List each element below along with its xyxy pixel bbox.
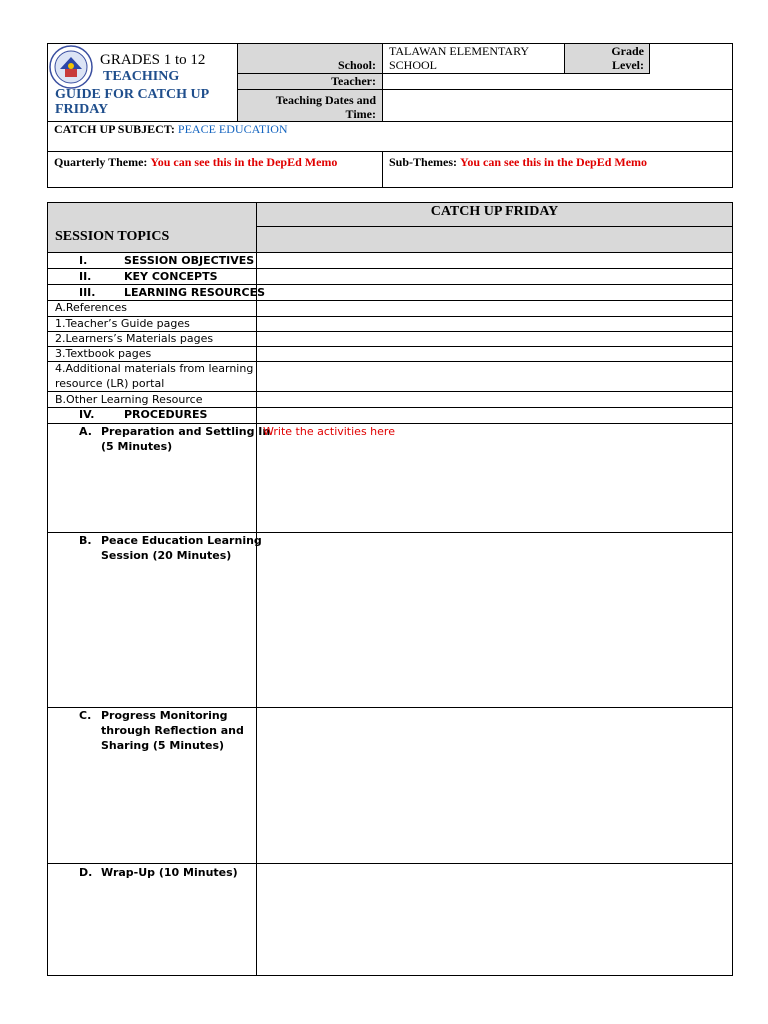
step-line: Progress Monitoring — [101, 709, 228, 722]
resource-item: resource (LR) portal — [55, 377, 165, 390]
divider — [47, 532, 733, 533]
title-line3: GUIDE FOR CATCH UP — [55, 87, 210, 102]
divider — [47, 707, 733, 708]
step-content[interactable]: Write the activities here — [263, 425, 395, 438]
procedures-num: IV. — [79, 408, 95, 421]
teacher-value[interactable] — [389, 74, 729, 89]
teacher-label: Teacher: — [331, 74, 376, 88]
grade-value[interactable] — [655, 50, 729, 68]
header-cell-right-bottom — [257, 227, 732, 252]
divider — [256, 202, 257, 976]
deped-seal-icon — [49, 45, 93, 89]
row-label: SESSION OBJECTIVES — [124, 254, 255, 267]
divider — [47, 284, 733, 285]
row-label: KEY CONCEPTS — [124, 270, 218, 283]
title-line1: GRADES 1 to 12 — [100, 52, 206, 68]
row-label: LEARNING RESOURCES — [124, 286, 266, 299]
resource-item: A.References — [55, 301, 127, 314]
divider — [382, 151, 383, 188]
subject-value[interactable]: PEACE EDUCATION — [177, 122, 288, 136]
subthemes-label: Sub-Themes: — [389, 155, 458, 169]
title-line2: TEACHING — [103, 69, 180, 84]
divider — [47, 863, 733, 864]
resource-item: 3.Textbook pages — [55, 347, 152, 360]
title-line4: FRIDAY — [55, 102, 109, 117]
theme-label: Quarterly Theme: — [54, 155, 148, 169]
resource-item: 1.Teacher’s Guide pages — [55, 317, 190, 330]
step-line: (5 Minutes) — [101, 440, 173, 453]
resource-item: B.Other Learning Resource — [55, 393, 203, 406]
subthemes-value[interactable]: You can see this in the DepEd Memo — [460, 155, 648, 169]
grade-label-line1: Grade — [611, 44, 644, 58]
row-num: II. — [79, 270, 92, 283]
step-content[interactable] — [263, 709, 728, 859]
dates-label-line2: Time: — [345, 107, 376, 121]
row-num: III. — [79, 286, 96, 299]
divider — [382, 43, 383, 121]
step-content[interactable] — [263, 866, 728, 971]
step-letter: C. — [79, 709, 92, 722]
subject-row — [54, 122, 288, 137]
catch-up-header: CATCH UP FRIDAY — [430, 204, 559, 219]
step-line: Preparation and Settling In — [101, 425, 271, 438]
school-value-line1[interactable]: TALAWAN ELEMENTARY — [389, 44, 530, 58]
dates-value[interactable] — [389, 93, 729, 119]
divider — [47, 252, 733, 253]
session-topics: SESSION TOPICS — [55, 229, 170, 244]
row-num: I. — [79, 254, 88, 267]
step-line: Peace Education Learning — [101, 534, 262, 547]
school-label: School: — [337, 58, 376, 72]
subthemes-row — [389, 155, 647, 170]
procedures-label: PROCEDURES — [124, 408, 208, 421]
step-letter: B. — [79, 534, 92, 547]
subject-label: CATCH UP SUBJECT: — [54, 122, 175, 136]
resource-item: 2.Learners’s Materials pages — [55, 332, 214, 345]
step-line: Wrap-Up (10 Minutes) — [101, 866, 238, 879]
step-line: Sharing (5 Minutes) — [101, 739, 225, 752]
step-line: through Reflection and — [101, 724, 244, 737]
divider — [47, 151, 733, 152]
divider — [47, 423, 733, 424]
dates-label-line1: Teaching Dates and — [275, 93, 376, 107]
divider — [382, 89, 733, 90]
step-line: Session (20 Minutes) — [101, 549, 232, 562]
divider — [256, 226, 733, 227]
divider — [47, 391, 733, 392]
theme-row — [54, 155, 337, 170]
step-content[interactable] — [263, 534, 728, 704]
divider — [47, 268, 733, 269]
step-letter: D. — [79, 866, 93, 879]
school-value-line2[interactable]: SCHOOL — [389, 58, 438, 72]
divider — [47, 300, 733, 301]
resource-item: 4.Additional materials from learning — [55, 362, 254, 375]
grade-label-line2: Level: — [612, 58, 644, 72]
step-letter: A. — [79, 425, 92, 438]
theme-value[interactable]: You can see this in the DepEd Memo — [150, 155, 338, 169]
